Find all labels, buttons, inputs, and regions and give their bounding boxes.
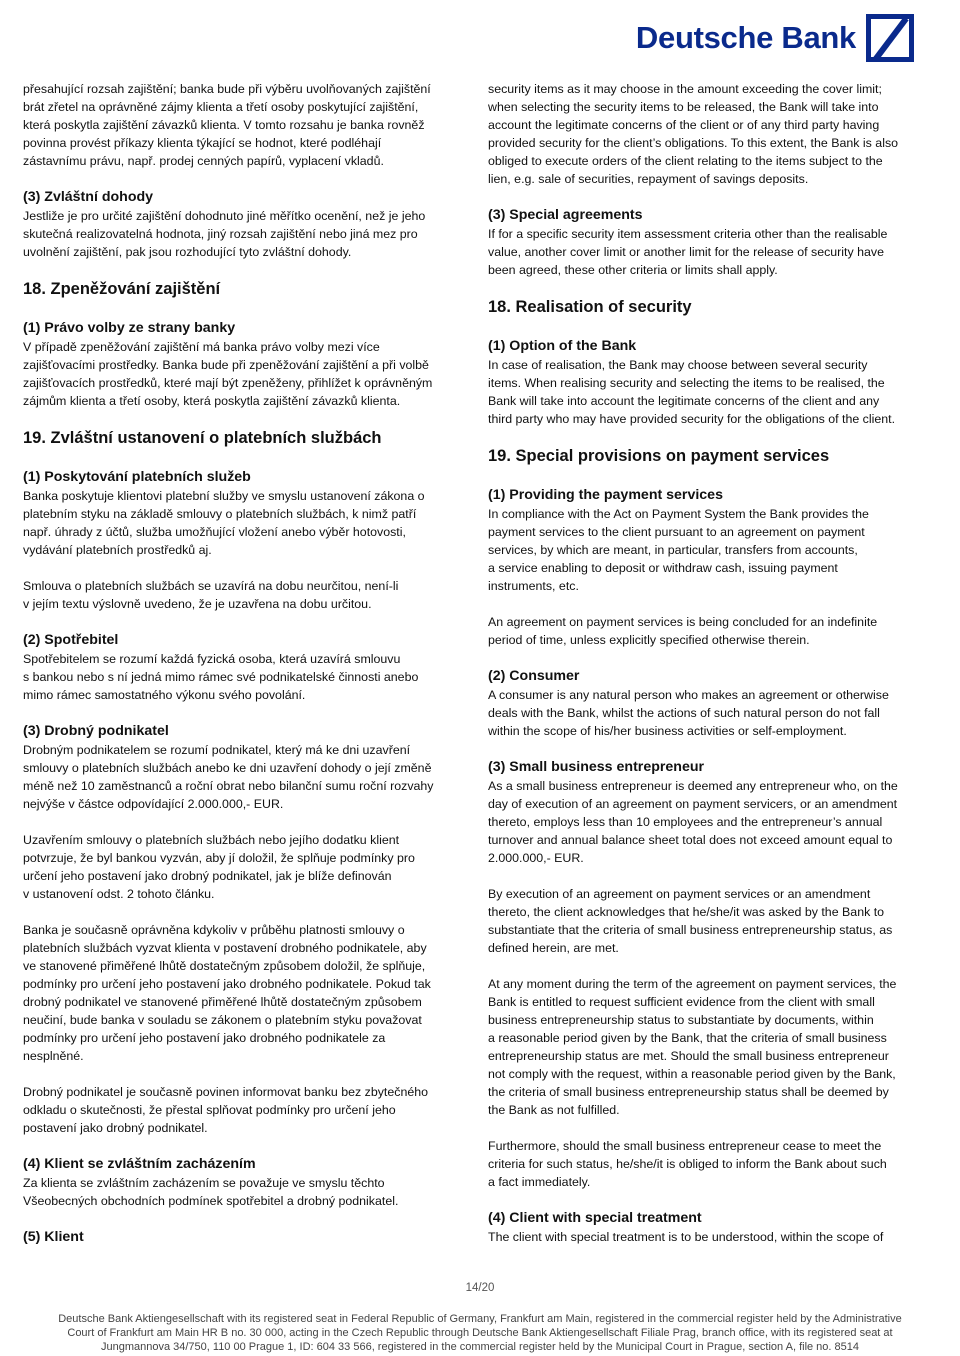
article-heading: 18. Zpeněžování zajištění [23, 280, 221, 298]
section-paragraph: A consumer is any natural person who makes an agreement or otherwise deals with the Bank, whilst the actions of such natural person do not fall within the scope of his/her business activities or self-employment. [488, 688, 889, 738]
section-paragraph: At any moment during the term of the agreement on payment services, the Bank is entitled to request sufficient evidence from the client with small business entrepreneurship status to substantiate by documents, within a reasonable period given by the Bank, that the criteria of small business entrepreneurship status are met. Should the small business entrepreneur not comply with the request, within a reasonable period given by the Bank, the criteria of small business entrepreneurship status shall be deemed by the Bank as not fulfilled. [488, 977, 897, 1117]
article-heading: 19. Special provisions on payment services [488, 447, 830, 465]
section-paragraph: Uzavřením smlouvy o platebních službách nebo jejího dodatku klient potvrzuje, že byl bankou vyzván, aby jí doložil, že splňuje podmínky pro určení jeho postavení jako drobný podnikatel, jak je blíže definován v ustanovení odst. 2 tohoto článku. [23, 833, 415, 901]
deutsche-bank-logo-icon [866, 14, 914, 62]
page-number: 14/20 [465, 1282, 495, 1294]
section-heading: (5) Klient [23, 1229, 84, 1245]
section-heading: (3) Zvláštní dohody [23, 189, 154, 205]
legal-footer [0, 1312, 960, 1354]
section-heading: (1) Poskytování platebních služeb [23, 469, 251, 485]
section-paragraph: Furthermore, should the small business entrepreneur cease to meet the criteria for such status, he/she/it is obliged to inform the Bank about such a fact immediately. [488, 1139, 887, 1189]
section-paragraph: Smlouva o platebních službách se uzavírá na dobu neurčitou, není-li v jejím textu výslovně uvedeno, že je uzavřena na dobu určitou. [23, 579, 399, 611]
section-paragraph: V případě zpeněžování zajištění má banka právo volby mezi více zajišťovacími prostředky. Banka bude při zpeněžování zajištění a při volbě zajišťovacích prostředků, které mají být zpeněženy, přihlížet k oprávněným zájmům klienta a třetí osoby, která poskytla zajištění závazků klienta. [23, 340, 433, 408]
section-paragraph: An agreement on payment services is being concluded for an indefinite period of time, unless explicitly specified otherwise therein. [488, 615, 878, 647]
section-heading: (1) Právo volby ze strany banky [23, 320, 236, 336]
section-paragraph: By execution of an agreement on payment services or an amendment thereto, the client acknowledges that he/she/it was asked by the Bank to substantiate that the criteria of small business entrepreneurship status, as defined herein, are met. [488, 887, 893, 955]
section-paragraph: In case of realisation, the Bank may choose between several security items. When realising security and selecting the items to be realised, the Bank will take into account the legitimate concerns of the client and any third party who may have provided security for the obligations of the client. [488, 358, 896, 426]
section-heading: (1) Option of the Bank [488, 338, 637, 354]
czech-column [23, 80, 475, 1247]
section-paragraph: Jestliže je pro určité zajištění dohodnuto jiné měřítko ocenění, než je jeho skutečná realizovatelná hodnota, jiný rozsah zajištění nebo jiná mez pro uvolnění zajištění, pak jsou rozhodující tyto zvláštní dohody. [23, 209, 426, 259]
section-heading: (1) Providing the payment services [488, 487, 723, 503]
section-paragraph: Spotřebitelem se rozumí každá fyzická osoba, která uzavírá smlouvu s bankou nebo s ní jedná mimo rámec své podnikatelské činnosti anebo mimo rámec samostatného výkonu svého povolání. [23, 652, 419, 702]
section-paragraph: Banka je současně oprávněna kdykoliv v průběhu platnosti smlouvy o platebních službách vyzvat klienta v postavení drobného podnikatele, aby ve stanovené přiměřené lhůtě dostatečným způsobem doložil, že splňuje, podmínky pro určení jeho postavení jako drobného podnikatele. Pokud tak drobný podnikatel ve stanovené přiměřené lhůtě dostatečným způsobem neučiní, bude banka v souladu se zákonem o platebním styku považovat podmínky pro určení jeho postavení jako drobného podnikatele za nesplněné. [23, 923, 431, 1063]
footer-line: Jungmannova 34/750, 110 00 Prague 1, ID: 604 33 566, registered in the commercial register held by the Municipal Court in Prague, section A, file no. 8514 [100, 1341, 860, 1353]
section-heading: (4) Client with special treatment [488, 1210, 702, 1226]
section-heading: (3) Special agreements [488, 207, 643, 223]
section-paragraph: In compliance with the Act on Payment System the Bank provides the payment services to the client pursuant to an agreement on payment services, by which are meant, in particular, transfers from accounts, a service enabling to deposit or withdraw cash, issuing payment instruments, etc. [488, 507, 869, 593]
intro-paragraph: přesahující rozsah zajištění; banka bude při výběru uvolňovaných zajištění brát zřetel na oprávněné zájmy klienta a třetí osoby poskytující zajištění, která poskytla zajištění závazků klienta. V tomto rozsahu je banka rovněž povinna provést příkazy klienta týkající se hodnot, které podléhají zástavnímu právu, např. prodej cenných papírů, vyplacení vkladů. [23, 82, 431, 168]
section-paragraph: Drobným podnikatelem se rozumí podnikatel, který má ke dni uzavření smlouvy o platebních službách anebo ke dni uzavření dohody o její změně méně než 10 zaměstnanců a roční obrat nebo bilanční sumu roční rozvahy nejvýše v částce odpovídající 2.000.000,- EUR. [23, 743, 434, 811]
section-paragraph: Za klienta se zvláštním zacházením se považuje ve smyslu těchto Všeobecných obchodních podmínek spotřebitel a drobný podnikatel. [23, 1176, 399, 1208]
article-heading: 19. Zvláštní ustanovení o platebních službách [23, 429, 382, 447]
section-heading: (4) Klient se zvláštním zacházením [23, 1156, 256, 1172]
section-paragraph: Banka poskytuje klientovi platební služby ve smyslu ustanovení zákona o platebním styku na základě smlouvy o platebních službách, k nimž patří např. úhrady z účtů, služba umožňující vložení anebo výběr hotovosti, vydávání platebních prostředků aj. [23, 489, 425, 557]
section-heading: (2) Spotřebitel [23, 632, 119, 648]
section-paragraph: As a small business entrepreneur is deemed any entrepreneur who, on the day of execution of an agreement on payment servicers, or an amendment thereto, employs less than 10 employees and the entrepreneur’s annual turnover and annual balance sheet total does not exceed amount equal to 2.000.000,- EUR. [488, 779, 898, 865]
section-heading: (2) Consumer [488, 668, 580, 684]
brand-name: Deutsche Bank [635, 20, 856, 55]
section-heading: (3) Small business entrepreneur [488, 759, 705, 775]
section-paragraph: Drobný podnikatel je současně povinen informovat banku bez zbytečného odkladu o skutečnosti, že přestal splňovat podmínky pro určení jeho postavení jako drobný podnikatel. [23, 1085, 429, 1135]
section-paragraph: The client with special treatment is to be understood, within the scope of [488, 1230, 884, 1244]
footer-line: Court of Frankfurt am Main HR B no. 30 000, acting in the Czech Republic through Deutsche Bank Aktiengesellschaft Filiale Prag, branch office, with its registered seat at [67, 1327, 893, 1339]
section-heading: (3) Drobný podnikatel [23, 723, 169, 739]
article-heading: 18. Realisation of security [488, 298, 692, 316]
intro-paragraph: security items as it may choose in the amount exceeding the cover limit; when selecting the security items to be released, the Bank will take into account the legitimate concerns of the client or of any third party having provided security for the client’s obligations. To this extent, the Bank is also obliged to execute orders of the client relating to the items subject to the lien, e.g. sale of securities, repayment of savings deposits. [488, 82, 899, 186]
section-paragraph: If for a specific security item assessment criteria other than the realisable value, another cover limit or another limit for the release of security have been agreed, these other criteria or limits shall apply. [488, 227, 888, 277]
brand-header [636, 14, 914, 62]
english-column [488, 80, 938, 1264]
footer-line: Deutsche Bank Aktiengesellschaft with its registered seat in Federal Republic of Germany, Frankfurt am Main, registered in the commercial register held by the Administrative [58, 1313, 902, 1325]
